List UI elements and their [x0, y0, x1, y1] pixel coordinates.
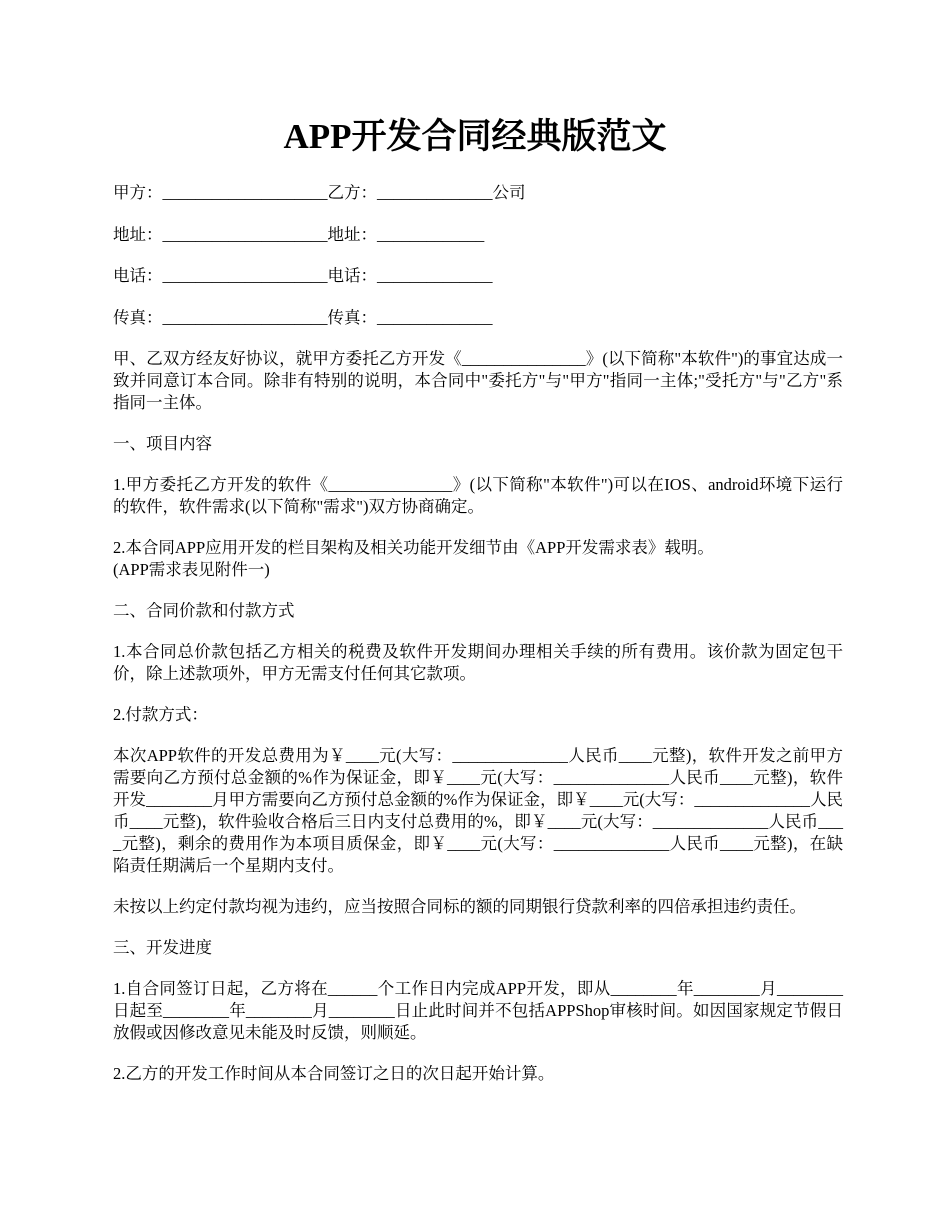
payment-penalty-paragraph: 未按以上约定付款均视为违约，应当按照合同标的额的同期银行贷款利率的四倍承担违约责任。 — [113, 897, 806, 916]
party-fax-line: 传真：____________________传真：______________ — [113, 307, 493, 327]
project-item-2-line-1: 2.本合同APP应用开发的栏目架构及相关功能开发细节由《APP开发需求表》载明。 — [113, 538, 714, 557]
section-heading-project: 一、项目内容 — [113, 434, 212, 453]
project-item-2 — [113, 537, 843, 581]
project-item-2-line-2: (APP需求表见附件一) — [113, 560, 270, 579]
party-address-line: 地址：____________________地址：_____________ — [113, 224, 485, 244]
section-heading-payment: 二、合同价款和付款方式 — [113, 601, 295, 620]
document-title: APP开发合同经典版范文 — [283, 117, 667, 156]
payment-item-2: 2.付款方式： — [113, 705, 208, 724]
payment-schedule-paragraph: 本次APP软件的开发总费用为￥____元(大写：______________人民币____元整)，软件开发之前甲方需要向乙方预付总金额的%作为保证金，即￥____元(大写：______________人民币____元整)，软件开发________月甲方需要向乙方预付总金额的%作为保证金，即￥____元(大写：______________人民币____元整)，软件验收合格后三日内支付总费用的%，即￥____元(大写：______________人民币____元整)，剩余的费用作为本项目质保金，即￥____元(大写：______________人民币____元整)，在缺陷责任期满后一个星期内支付。 — [113, 746, 843, 875]
schedule-item-1: 1.自合同签订日起，乙方将在______个工作日内完成APP开发，即从________年________月________日起至________年________月________日止此时间并不包括APPShop审核时间。如因国家规定节假日放假或因修改意见未能及时反馈，则顺延。 — [113, 979, 843, 1042]
document-body — [113, 182, 843, 1104]
project-item-1: 1.甲方委托乙方开发的软件《_______________》(以下简称"本软件")可以在IOS、android环境下运行的软件，软件需求(以下简称"需求")双方协商确定。 — [113, 475, 843, 516]
intro-paragraph: 甲、乙双方经友好协议，就甲方委托乙方开发《_______________》(以下简称"本软件")的事宜达成一致并同意订本合同。除非有特别的说明，本合同中"委托方"与"甲方"指同一主体;"受托方"与"乙方"系指同一主体。 — [113, 349, 843, 412]
schedule-item-2: 2.乙方的开发工作时间从本合同签订之日的次日起开始计算。 — [113, 1064, 555, 1083]
party-name-line: 甲方：____________________乙方：______________公司 — [113, 183, 526, 202]
payment-item-1: 1.本合同总价款包括乙方相关的税费及软件开发期间办理相关手续的所有费用。该价款为固定包干价，除上述款项外，甲方无需支付任何其它款项。 — [113, 642, 843, 683]
section-heading-schedule: 三、开发进度 — [113, 938, 212, 957]
party-phone-line: 电话：____________________电话：______________ — [113, 266, 493, 285]
